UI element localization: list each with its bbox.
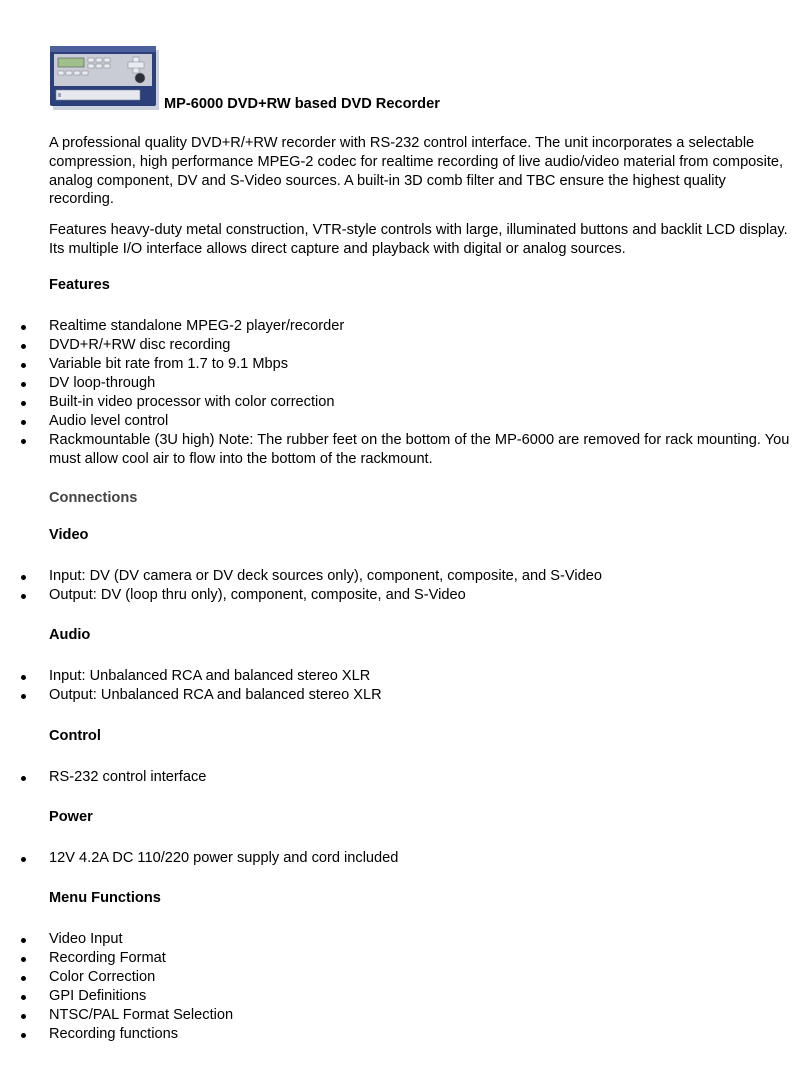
- bullet-icon: [21, 325, 26, 330]
- bullet-icon: [21, 976, 26, 981]
- bullet-icon: [21, 776, 26, 781]
- bullet-icon: [21, 675, 26, 680]
- list-item: NTSC/PAL Format Selection: [0, 1006, 800, 1025]
- list-item: Realtime standalone MPEG-2 player/recorder: [0, 317, 800, 336]
- bullet-icon: [21, 439, 26, 444]
- list-item: Recording functions: [0, 1025, 800, 1044]
- menu-functions-list: [0, 930, 800, 1044]
- list-item: Built-in video processor with color correction: [0, 393, 800, 412]
- connections-heading: Connections: [49, 490, 138, 506]
- bullet-icon: [21, 401, 26, 406]
- intro-paragraph-1: A professional quality DVD+R/+RW recorder with RS-232 control interface. The unit incorporates a selectable compression, high performance MPEG-2 codec for realtime recording of live audio/video material from composite, analog component, DV and S-Video sources. A built-in 3D comb filter and TBC ensure the highest quality recording.: [49, 135, 784, 208]
- control-list: [0, 768, 800, 787]
- bullet-icon: [21, 995, 26, 1000]
- list-item: Video Input: [0, 930, 800, 949]
- list-item: Variable bit rate from 1.7 to 9.1 Mbps: [0, 355, 800, 374]
- list-item: RS-232 control interface: [0, 768, 800, 787]
- list-item: Input: DV (DV camera or DV deck sources only), component, composite, and S-Video: [0, 567, 800, 586]
- power-heading: Power: [49, 809, 93, 825]
- bullet-icon: [21, 363, 26, 368]
- bullet-icon: [21, 594, 26, 599]
- bullet-icon: [21, 694, 26, 699]
- video-heading: Video: [49, 527, 89, 543]
- bullet-icon: [21, 957, 26, 962]
- bullet-icon: [21, 420, 26, 425]
- control-heading: Control: [49, 728, 101, 744]
- list-item: DVD+R/+RW disc recording: [0, 336, 800, 355]
- list-item: Recording Format: [0, 949, 800, 968]
- video-list: [0, 567, 800, 605]
- bullet-icon: [21, 382, 26, 387]
- bullet-icon: [21, 1033, 26, 1038]
- list-item: Input: Unbalanced RCA and balanced stereo XLR: [0, 667, 800, 686]
- list-item: Rackmountable (3U high) Note: The rubber feet on the bottom of the MP-6000 are removed for rack mounting. You must allow cool air to flow into the bottom of the rackmount.: [0, 431, 800, 469]
- list-item: DV loop-through: [0, 374, 800, 393]
- product-title: MP-6000 DVD+RW based DVD Recorder: [164, 96, 440, 112]
- features-heading: Features: [49, 277, 110, 293]
- intro-paragraph-2: Features heavy-duty metal construction, VTR-style controls with large, illuminated buttons and backlit LCD display. Its multiple I/O interface allows direct capture and playback with digital or analog sources.: [49, 222, 788, 257]
- bullet-icon: [21, 344, 26, 349]
- list-item: Color Correction: [0, 968, 800, 987]
- list-item: 12V 4.2A DC 110/220 power supply and cord included: [0, 849, 800, 868]
- product-header: [50, 46, 770, 112]
- dvd-recorder-product-image: [50, 46, 160, 110]
- menu-functions-heading: Menu Functions: [49, 890, 161, 906]
- audio-list: [0, 667, 800, 705]
- bullet-icon: [21, 857, 26, 862]
- list-item: GPI Definitions: [0, 987, 800, 1006]
- audio-heading: Audio: [49, 627, 91, 643]
- bullet-icon: [21, 938, 26, 943]
- bullet-icon: [21, 575, 26, 580]
- features-list: [0, 317, 800, 469]
- list-item: Audio level control: [0, 412, 800, 431]
- list-item: Output: Unbalanced RCA and balanced stereo XLR: [0, 686, 800, 705]
- bullet-icon: [21, 1014, 26, 1019]
- list-item: Output: DV (loop thru only), component, composite, and S-Video: [0, 586, 800, 605]
- power-list: [0, 849, 800, 868]
